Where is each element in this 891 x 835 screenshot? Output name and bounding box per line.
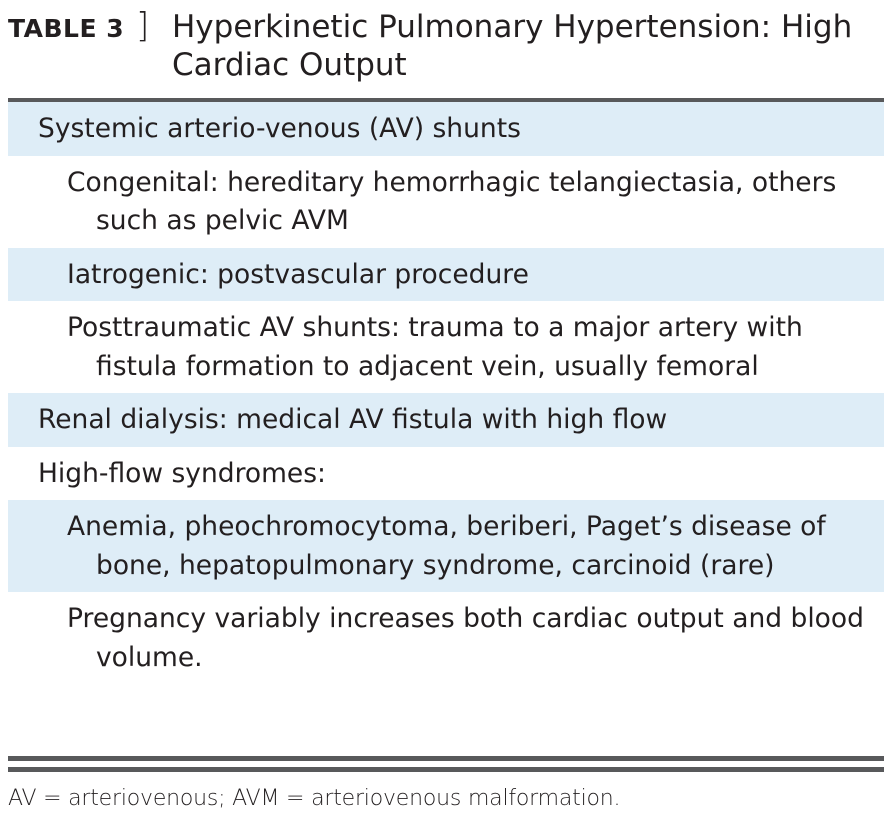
table-header (8, 4, 886, 88)
bottom-rule-upper (8, 756, 884, 761)
table-row-high-flow-syndromes: High-flow syndromes: (38, 457, 326, 489)
bottom-rule-lower (8, 767, 884, 772)
table-row-systemic-av-shunts: Systemic arterio-venous (AV) shunts (8, 102, 884, 156)
table-footnote: AV = arteriovenous; AVM = arteriovenous malformation. (8, 786, 621, 811)
table-row-anemia: Anemia, pheochromocytoma, beriberi, Paget’s disease of bone, hepatopulmonary syndrome, carcinoid (rare) (8, 500, 884, 592)
table-row-pregnancy: Pregnancy variably increases both cardiac output and blood volume. (67, 603, 864, 673)
table-number-label: TABLE 3 (8, 14, 125, 43)
table-body (8, 102, 884, 684)
table-row-posttraumatic: Posttraumatic AV shunts: trauma to a major artery with fistula formation to adjacent vein, usually femoral (67, 312, 803, 382)
table-row-congenital: Congenital: hereditary hemorrhagic telangiectasia, others such as pelvic AVM (67, 166, 837, 236)
title-bracket: ] (136, 6, 150, 46)
table-row-renal-dialysis: Renal dialysis: medical AV fistula with high flow (8, 393, 884, 447)
table-row-iatrogenic: Iatrogenic: postvascular procedure (8, 248, 884, 302)
table-title: Hyperkinetic Pulmonary Hypertension: High Cardiac Output (172, 9, 853, 83)
